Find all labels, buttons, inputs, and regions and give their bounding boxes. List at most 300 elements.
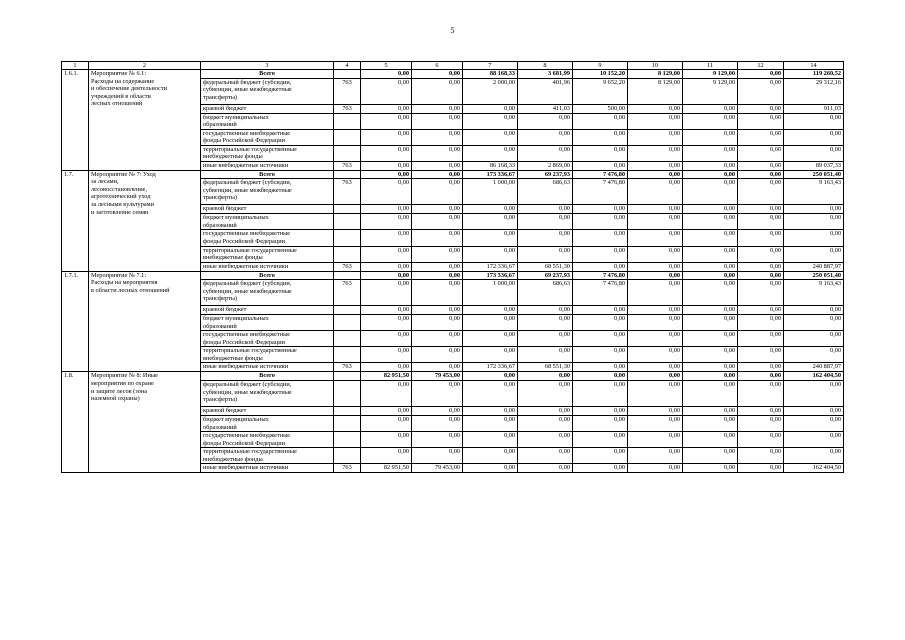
amount-cell: 0,00 xyxy=(573,407,628,416)
budget-code xyxy=(334,113,361,129)
amount-cell: 0,00 xyxy=(738,381,784,407)
amount-cell: 0,00 xyxy=(784,129,844,145)
funding-source xyxy=(201,372,334,381)
amount-cell: 0,00 xyxy=(463,464,518,473)
amount-cell: 0,00 xyxy=(628,416,683,432)
amount-cell: 86 168,33 xyxy=(463,161,518,170)
amount-cell: 0,00 xyxy=(738,271,784,280)
text-line: Всего xyxy=(259,372,275,380)
text-line: лесных отношений xyxy=(91,100,143,108)
amount-cell: 250 051,40 xyxy=(784,271,844,280)
amount-cell: 0,00 xyxy=(628,170,683,179)
amount-cell: 68 551,30 xyxy=(518,262,573,271)
amount-cell: 0,00 xyxy=(361,271,412,280)
section-code: 1.8. xyxy=(62,372,89,473)
text-line: Мероприятие № 8: Иные xyxy=(91,372,158,380)
funding-source xyxy=(201,129,334,145)
amount-cell: 0,00 xyxy=(784,407,844,416)
amount-cell: 0,00 xyxy=(361,347,412,363)
text-line: краевой бюджет xyxy=(203,306,247,314)
text-line: за лесными культурами xyxy=(91,201,155,209)
amount-cell: 0,00 xyxy=(628,432,683,448)
amount-cell: 0,00 xyxy=(628,145,683,161)
text-line: внебюджетные фонды xyxy=(203,455,263,463)
text-line: иные внебюджетные источники xyxy=(203,161,289,169)
amount-cell: 686,63 xyxy=(518,179,573,205)
amount-cell: 0,00 xyxy=(463,347,518,363)
amount-cell: 0,00 xyxy=(573,205,628,214)
amount-cell: 9 129,00 xyxy=(683,70,738,79)
budget-code: 763 xyxy=(334,161,361,170)
amount-cell: 0,00 xyxy=(573,113,628,129)
text-line: Расходы на мероприятия xyxy=(91,279,158,287)
amount-cell: 0,00 xyxy=(628,246,683,262)
amount-cell: 0,00 xyxy=(412,262,463,271)
amount-cell: 0,00 xyxy=(628,381,683,407)
funding-source xyxy=(201,280,334,306)
amount-cell: 0,00 xyxy=(463,448,518,464)
amount-cell: 9 652,20 xyxy=(573,78,628,104)
budget-code: 763 xyxy=(334,179,361,205)
text-line: государственные внебюджетные xyxy=(203,129,291,137)
amount-cell: 0,00 xyxy=(573,214,628,230)
amount-cell: 0,00 xyxy=(573,347,628,363)
amount-cell: 0,00 xyxy=(628,179,683,205)
funding-source xyxy=(201,78,334,104)
amount-cell: 2 869,00 xyxy=(518,161,573,170)
amount-cell: 0,00 xyxy=(683,372,738,381)
text-line: и заготовление семян xyxy=(91,208,149,216)
amount-cell: 173 336,67 xyxy=(463,271,518,280)
funding-source xyxy=(201,70,334,79)
amount-cell: 0,00 xyxy=(412,407,463,416)
amount-cell: 0,00 xyxy=(361,416,412,432)
text-line: образований xyxy=(203,121,237,129)
funding-source xyxy=(201,363,334,372)
amount-cell: 88 168,33 xyxy=(463,70,518,79)
amount-cell: 29 312,16 xyxy=(784,78,844,104)
amount-cell: 8 129,00 xyxy=(628,78,683,104)
amount-cell: 0,00 xyxy=(463,113,518,129)
budget-code: 763 xyxy=(334,104,361,113)
amount-cell: 0,00 xyxy=(683,104,738,113)
column-number: 5 xyxy=(361,62,412,70)
text-line: в области лесных отношений xyxy=(91,286,170,294)
column-number: 14 xyxy=(784,62,844,70)
amount-cell: 119 260,52 xyxy=(784,70,844,79)
text-line: федеральный бюджет (субсидии, xyxy=(203,179,292,187)
text-line: фонды Российской Федерации xyxy=(203,238,285,246)
amount-cell: 0,00 xyxy=(628,104,683,113)
amount-cell: 0,00 xyxy=(784,214,844,230)
funding-source xyxy=(201,145,334,161)
funding-source xyxy=(201,205,334,214)
amount-cell: 0,00 xyxy=(361,448,412,464)
text-line: наземной охраны) xyxy=(91,395,140,403)
amount-cell: 0,00 xyxy=(463,432,518,448)
amount-cell: 0,00 xyxy=(518,372,573,381)
budget-code xyxy=(334,416,361,432)
amount-cell: 0,00 xyxy=(683,448,738,464)
amount-cell: 0,00 xyxy=(573,262,628,271)
amount-cell: 0,00 xyxy=(518,407,573,416)
funding-source xyxy=(201,170,334,179)
amount-cell: 0,00 xyxy=(573,331,628,347)
amount-cell: 0,00 xyxy=(361,230,412,246)
amount-cell: 0,00 xyxy=(628,271,683,280)
budget-code xyxy=(334,129,361,145)
funding-source xyxy=(201,407,334,416)
amount-cell: 0,00 xyxy=(784,205,844,214)
amount-cell: 68 551,30 xyxy=(518,363,573,372)
amount-cell: 0,00 xyxy=(738,161,784,170)
amount-cell: 0,00 xyxy=(518,464,573,473)
funding-source xyxy=(201,271,334,280)
amount-cell: 686,63 xyxy=(518,280,573,306)
column-number-row xyxy=(62,62,844,70)
funding-source xyxy=(201,113,334,129)
text-line: Всего xyxy=(259,170,275,178)
text-line: за лесами, xyxy=(91,178,119,186)
amount-cell: 0,00 xyxy=(412,145,463,161)
amount-cell: 0,00 xyxy=(683,315,738,331)
amount-cell: 7 476,80 xyxy=(573,179,628,205)
amount-cell: 0,00 xyxy=(628,306,683,315)
amount-cell: 10 152,20 xyxy=(573,70,628,79)
amount-cell: 82 951,50 xyxy=(361,372,412,381)
amount-cell: 0,00 xyxy=(573,161,628,170)
text-line: фонды Российской Федерации xyxy=(203,137,285,145)
funding-source xyxy=(201,347,334,363)
amount-cell: 0,00 xyxy=(683,416,738,432)
funding-source xyxy=(201,381,334,407)
amount-cell: 0,00 xyxy=(738,416,784,432)
amount-cell: 0,00 xyxy=(518,246,573,262)
text-line: субвенции, иные межбюджетные xyxy=(203,86,292,94)
amount-cell: 0,00 xyxy=(683,363,738,372)
text-line: иные внебюджетные источники xyxy=(203,464,289,472)
amount-cell: 172 336,67 xyxy=(463,363,518,372)
amount-cell: 0,00 xyxy=(518,205,573,214)
budget-code xyxy=(334,170,361,179)
table-body xyxy=(62,62,844,473)
amount-cell: 0,00 xyxy=(784,315,844,331)
budget-code: 763 xyxy=(334,78,361,104)
amount-cell: 0,00 xyxy=(518,145,573,161)
amount-cell: 0,00 xyxy=(683,464,738,473)
budget-code xyxy=(334,214,361,230)
amount-cell: 82 951,50 xyxy=(361,464,412,473)
amount-cell: 0,00 xyxy=(784,306,844,315)
text-line: федеральный бюджет (субсидии, xyxy=(203,78,292,86)
amount-cell: 0,00 xyxy=(628,161,683,170)
section-title xyxy=(89,170,201,271)
amount-cell: 0,00 xyxy=(412,331,463,347)
section-code: 1.7. xyxy=(62,170,89,271)
text-line: и обеспечение деятельности xyxy=(91,85,168,93)
amount-cell: 69 237,93 xyxy=(518,170,573,179)
amount-cell: 0,00 xyxy=(463,315,518,331)
text-line: Всего xyxy=(259,271,275,279)
funding-source xyxy=(201,230,334,246)
amount-cell: 0,00 xyxy=(683,381,738,407)
amount-cell: 0,00 xyxy=(738,214,784,230)
amount-cell: 240 887,97 xyxy=(784,363,844,372)
amount-cell: 0,00 xyxy=(683,432,738,448)
amount-cell: 0,00 xyxy=(628,407,683,416)
amount-cell: 162 404,50 xyxy=(784,464,844,473)
funding-source xyxy=(201,214,334,230)
amount-cell: 0,00 xyxy=(518,347,573,363)
funding-source xyxy=(201,161,334,170)
amount-cell: 0,00 xyxy=(738,262,784,271)
text-line: бюджет муниципальных xyxy=(203,214,269,222)
amount-cell: 0,00 xyxy=(784,246,844,262)
amount-cell: 0,00 xyxy=(628,331,683,347)
text-line: краевой бюджет xyxy=(203,407,247,415)
amount-cell: 0,00 xyxy=(573,230,628,246)
amount-cell: 0,00 xyxy=(738,179,784,205)
amount-cell: 0,00 xyxy=(573,246,628,262)
amount-cell: 0,00 xyxy=(628,262,683,271)
amount-cell: 0,00 xyxy=(784,113,844,129)
amount-cell: 0,00 xyxy=(412,271,463,280)
amount-cell: 0,00 xyxy=(573,464,628,473)
amount-cell: 0,00 xyxy=(412,448,463,464)
budget-table xyxy=(61,61,844,473)
budget-code xyxy=(334,331,361,347)
amount-cell: 0,00 xyxy=(518,331,573,347)
budget-code xyxy=(334,372,361,381)
amount-cell: 0,00 xyxy=(412,113,463,129)
amount-cell: 0,00 xyxy=(412,78,463,104)
amount-cell: 0,00 xyxy=(518,432,573,448)
amount-cell: 0,00 xyxy=(412,347,463,363)
amount-cell: 0,00 xyxy=(738,170,784,179)
text-line: трансферты) xyxy=(203,93,238,101)
amount-cell: 0,00 xyxy=(573,145,628,161)
amount-cell: 500,00 xyxy=(573,104,628,113)
amount-cell: 79 453,00 xyxy=(412,464,463,473)
amount-cell: 9 129,00 xyxy=(683,78,738,104)
budget-code xyxy=(334,70,361,79)
amount-cell: 0,00 xyxy=(628,280,683,306)
amount-cell: 89 037,33 xyxy=(784,161,844,170)
amount-cell: 0,00 xyxy=(361,246,412,262)
amount-cell: 0,00 xyxy=(738,363,784,372)
funding-source xyxy=(201,448,334,464)
amount-cell: 0,00 xyxy=(518,381,573,407)
amount-cell: 0,00 xyxy=(683,280,738,306)
amount-cell: 0,00 xyxy=(628,113,683,129)
amount-cell: 173 336,67 xyxy=(463,170,518,179)
amount-cell: 0,00 xyxy=(573,432,628,448)
budget-code: 763 xyxy=(334,262,361,271)
text-line: субвенции, иные межбюджетные xyxy=(203,388,292,396)
table-row xyxy=(62,70,844,79)
amount-cell: 0,00 xyxy=(738,104,784,113)
amount-cell: 0,00 xyxy=(361,113,412,129)
amount-cell: 0,00 xyxy=(683,271,738,280)
amount-cell: 0,00 xyxy=(361,161,412,170)
amount-cell: 0,00 xyxy=(738,347,784,363)
text-line: образований xyxy=(203,221,237,229)
amount-cell: 0,00 xyxy=(361,214,412,230)
amount-cell: 2 000,00 xyxy=(463,78,518,104)
amount-cell: 3 681,99 xyxy=(518,70,573,79)
text-line: государственные внебюджетные xyxy=(203,230,291,238)
amount-cell: 0,00 xyxy=(628,129,683,145)
amount-cell: 0,00 xyxy=(412,214,463,230)
amount-cell: 172 336,67 xyxy=(463,262,518,271)
amount-cell: 7 476,80 xyxy=(573,280,628,306)
amount-cell: 0,00 xyxy=(738,113,784,129)
amount-cell: 0,00 xyxy=(412,170,463,179)
column-number: 6 xyxy=(412,62,463,70)
text-line: субвенции, иные межбюджетные xyxy=(203,186,292,194)
amount-cell: 0,00 xyxy=(412,246,463,262)
amount-cell: 0,00 xyxy=(412,205,463,214)
amount-cell: 0,00 xyxy=(573,381,628,407)
amount-cell: 0,00 xyxy=(463,416,518,432)
amount-cell: 0,00 xyxy=(738,129,784,145)
amount-cell: 0,00 xyxy=(738,70,784,79)
column-number: 3 xyxy=(201,62,334,70)
column-number: 10 xyxy=(628,62,683,70)
text-line: фонды Российской Федерации xyxy=(203,439,285,447)
section-title xyxy=(89,271,201,372)
funding-source xyxy=(201,416,334,432)
funding-source xyxy=(201,104,334,113)
amount-cell: 0,00 xyxy=(628,214,683,230)
amount-cell: 0,00 xyxy=(361,407,412,416)
text-line: и защите лесов (зона xyxy=(91,387,148,395)
amount-cell: 0,00 xyxy=(738,448,784,464)
text-line: государственные внебюджетные xyxy=(203,432,291,440)
amount-cell: 0,00 xyxy=(463,331,518,347)
amount-cell: 69 237,93 xyxy=(518,271,573,280)
budget-code: 763 xyxy=(334,280,361,306)
amount-cell: 0,00 xyxy=(412,381,463,407)
amount-cell: 0,00 xyxy=(738,315,784,331)
amount-cell: 0,00 xyxy=(463,205,518,214)
amount-cell: 9 163,43 xyxy=(784,179,844,205)
amount-cell: 0,00 xyxy=(361,331,412,347)
amount-cell: 240 887,97 xyxy=(784,262,844,271)
text-line: Мероприятие № 7.1: xyxy=(91,271,147,279)
amount-cell: 0,00 xyxy=(628,315,683,331)
amount-cell: 8 129,00 xyxy=(628,70,683,79)
text-line: иные внебюджетные источники xyxy=(203,262,289,270)
amount-cell: 0,00 xyxy=(361,78,412,104)
amount-cell: 7 476,80 xyxy=(573,170,628,179)
amount-cell: 0,00 xyxy=(573,315,628,331)
amount-cell: 162 404,50 xyxy=(784,372,844,381)
amount-cell: 0,00 xyxy=(361,205,412,214)
budget-code: 763 xyxy=(334,363,361,372)
text-line: бюджет муниципальных xyxy=(203,416,269,424)
text-line: трансферты) xyxy=(203,396,238,404)
section-title xyxy=(89,70,201,171)
amount-cell: 0,00 xyxy=(738,432,784,448)
text-line: трансферты) xyxy=(203,194,238,202)
amount-cell: 0,00 xyxy=(463,246,518,262)
text-line: субвенции, иные межбюджетные xyxy=(203,287,292,295)
text-line: государственные внебюджетные xyxy=(203,331,291,339)
funding-source xyxy=(201,331,334,347)
amount-cell: 0,00 xyxy=(784,347,844,363)
text-line: внебюджетные фонды xyxy=(203,354,263,362)
amount-cell: 0,00 xyxy=(573,306,628,315)
amount-cell: 0,00 xyxy=(738,331,784,347)
table-row xyxy=(62,372,844,381)
budget-code xyxy=(334,271,361,280)
amount-cell: 0,00 xyxy=(573,448,628,464)
amount-cell: 0,00 xyxy=(573,416,628,432)
amount-cell: 0,00 xyxy=(518,416,573,432)
budget-code xyxy=(334,315,361,331)
text-line: территориальные государственные xyxy=(203,448,297,456)
amount-cell: 0,00 xyxy=(412,306,463,315)
text-line: внебюджетные фонды xyxy=(203,153,263,161)
amount-cell: 0,00 xyxy=(412,104,463,113)
amount-cell: 0,00 xyxy=(361,280,412,306)
amount-cell: 0,00 xyxy=(518,306,573,315)
amount-cell: 0,00 xyxy=(361,432,412,448)
amount-cell: 0,00 xyxy=(683,129,738,145)
amount-cell: 1 000,00 xyxy=(463,280,518,306)
page-number: 5 xyxy=(450,26,455,35)
text-line: образований xyxy=(203,423,237,431)
table-row xyxy=(62,170,844,179)
amount-cell: 411,03 xyxy=(518,104,573,113)
text-line: федеральный бюджет (субсидии, xyxy=(203,381,292,389)
amount-cell: 0,00 xyxy=(683,331,738,347)
text-line: бюджет муниципальных xyxy=(203,113,269,121)
amount-cell: 0,00 xyxy=(573,363,628,372)
budget-code xyxy=(334,432,361,448)
budget-code xyxy=(334,448,361,464)
amount-cell: 0,00 xyxy=(361,262,412,271)
budget-code xyxy=(334,246,361,262)
amount-cell: 0,00 xyxy=(738,246,784,262)
amount-cell: 0,00 xyxy=(683,407,738,416)
amount-cell: 0,00 xyxy=(683,205,738,214)
amount-cell: 0,00 xyxy=(628,205,683,214)
budget-code xyxy=(334,306,361,315)
amount-cell: 0,00 xyxy=(683,170,738,179)
text-line: краевой бюджет xyxy=(203,205,247,213)
amount-cell: 0,00 xyxy=(628,363,683,372)
amount-cell: 911,03 xyxy=(784,104,844,113)
amount-cell: 0,00 xyxy=(738,372,784,381)
amount-cell: 0,00 xyxy=(463,214,518,230)
column-number: 9 xyxy=(573,62,628,70)
amount-cell: 0,00 xyxy=(463,306,518,315)
text-line: федеральный бюджет (субсидии, xyxy=(203,280,292,288)
amount-cell: 0,00 xyxy=(738,464,784,473)
amount-cell: 0,00 xyxy=(463,129,518,145)
amount-cell: 0,00 xyxy=(738,145,784,161)
section-title xyxy=(89,372,201,473)
amount-cell: 0,00 xyxy=(738,306,784,315)
amount-cell: 0,00 xyxy=(683,262,738,271)
amount-cell: 0,00 xyxy=(361,363,412,372)
amount-cell: 0,00 xyxy=(628,372,683,381)
amount-cell: 0,00 xyxy=(628,230,683,246)
amount-cell: 0,00 xyxy=(784,145,844,161)
amount-cell: 0,00 xyxy=(683,214,738,230)
